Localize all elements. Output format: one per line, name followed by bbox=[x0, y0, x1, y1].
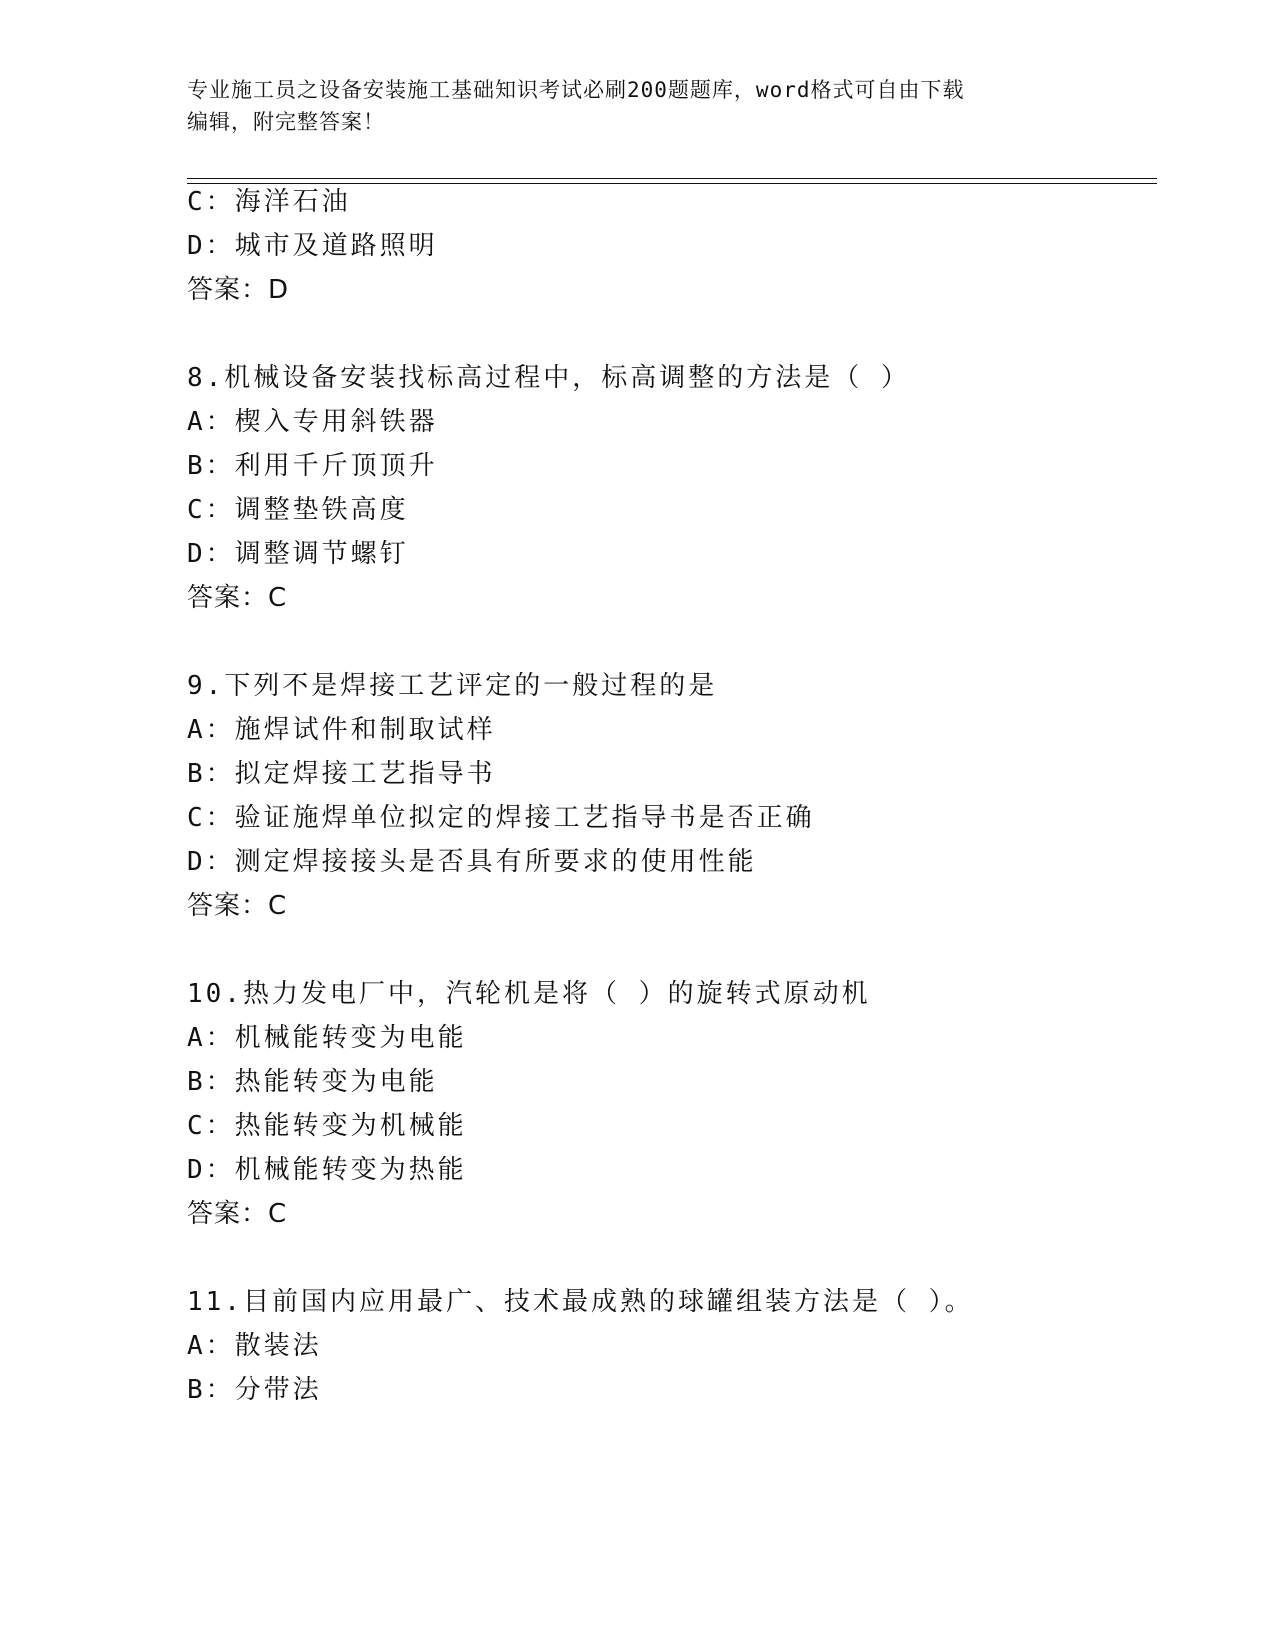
q10-answer: 答案：C bbox=[187, 1199, 288, 1229]
q8-answer: 答案：C bbox=[187, 583, 288, 613]
q10-option-c: C：热能转变为机械能 bbox=[187, 1111, 467, 1141]
q11-question: 11.目前国内应用最广、技术最成熟的球罐组装方法是（ ）。 bbox=[187, 1287, 974, 1317]
q10-question: 10.热力发电厂中，汽轮机是将（ ）的旋转式原动机 bbox=[187, 979, 871, 1009]
q8-option-a: A：楔入专用斜铁器 bbox=[187, 407, 438, 437]
q9-answer: 答案：C bbox=[187, 891, 288, 921]
q9-option-b: B：拟定焊接工艺指导书 bbox=[187, 759, 496, 789]
q7-option-d: D：城市及道路照明 bbox=[187, 231, 438, 261]
q9-option-d: D：测定焊接接头是否具有所要求的使用性能 bbox=[187, 847, 757, 877]
q10-option-b: B：热能转变为电能 bbox=[187, 1067, 438, 1097]
header-divider-top bbox=[187, 178, 1157, 179]
q9-option-c: C：验证施焊单位拟定的焊接工艺指导书是否正确 bbox=[187, 803, 815, 833]
q8-option-d: D：调整调节螺钉 bbox=[187, 539, 409, 569]
q9-question: 9.下列不是焊接工艺评定的一般过程的是 bbox=[187, 671, 718, 701]
q10-option-a: A：机械能转变为电能 bbox=[187, 1023, 467, 1053]
q9-option-a: A：施焊试件和制取试样 bbox=[187, 715, 496, 745]
document-header bbox=[187, 74, 1087, 138]
header-title-line-1: 专业施工员之设备安装施工基础知识考试必刷200题题库，word格式可自由下载 bbox=[187, 78, 965, 102]
header-divider-bottom bbox=[187, 183, 1157, 184]
header-title-line-2: 编辑，附完整答案！ bbox=[187, 110, 385, 134]
q8-option-c: C：调整垫铁高度 bbox=[187, 495, 409, 525]
q11-option-a: A：散装法 bbox=[187, 1331, 322, 1361]
q11-option-b: B：分带法 bbox=[187, 1375, 322, 1405]
q8-option-b: B：利用千斤顶顶升 bbox=[187, 451, 438, 481]
q7-answer: 答案：D bbox=[187, 275, 290, 305]
q10-option-d: D：机械能转变为热能 bbox=[187, 1155, 467, 1185]
q8-question: 8.机械设备安装找标高过程中，标高调整的方法是（ ） bbox=[187, 363, 910, 393]
q7-option-c: C：海洋石油 bbox=[187, 187, 351, 217]
